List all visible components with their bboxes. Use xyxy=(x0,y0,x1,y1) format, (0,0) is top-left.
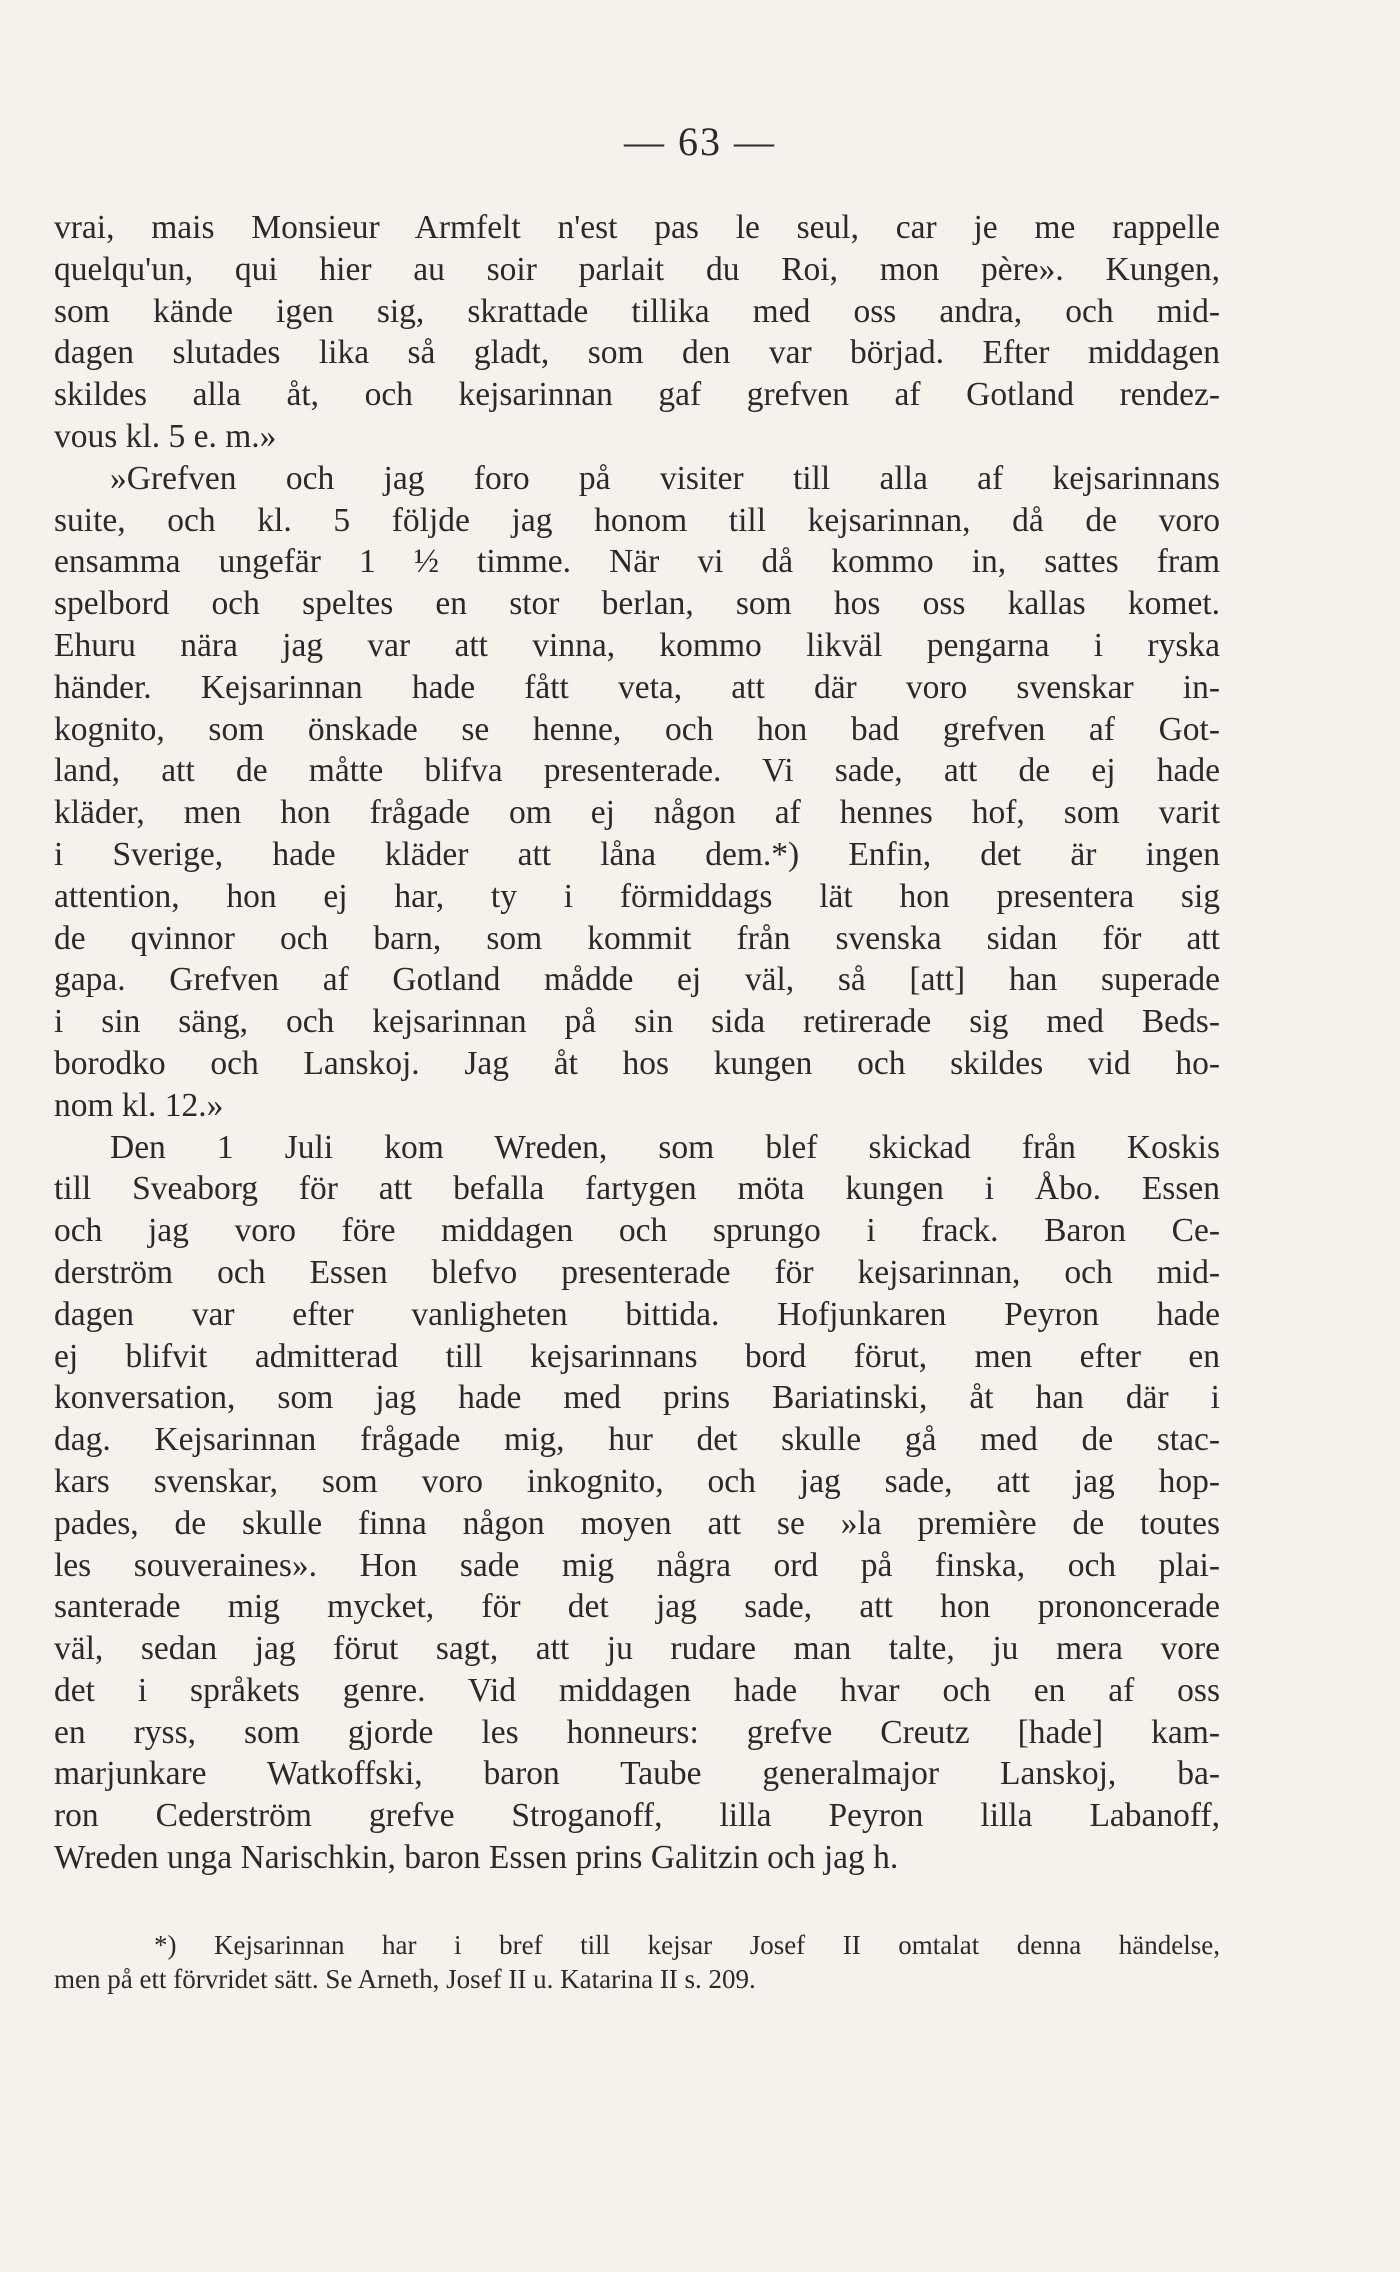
text-line: attention, hon ej har, ty i förmiddags lät hon presentera sig xyxy=(54,877,1220,915)
text-line: ron Cederström grefve Stroganoff, lilla Peyron lilla Labanoff, xyxy=(54,1797,1220,1835)
text-line: väl, sedan jag förut sagt, att ju rudare man talte, ju mera vore xyxy=(54,1630,1220,1668)
text-line: gapa. Grefven af Gotland mådde ej väl, så [att] han superade xyxy=(54,961,1220,999)
text-line: Wreden unga Narischkin, baron Essen prins Galitzin och jag h. xyxy=(54,1839,899,1877)
text-line: santerade mig mycket, för det jag sade, att hon prononcerade xyxy=(54,1588,1220,1626)
text-line: en ryss, som gjorde les honneurs: grefve Creutz [hade] kam- xyxy=(54,1713,1220,1751)
footnotes xyxy=(54,1928,1220,1996)
text-line: vous kl. 5 e. m.» xyxy=(54,417,277,455)
text-line: dag. Kejsarinnan frågade mig, hur det skulle gå med de stac- xyxy=(54,1421,1220,1459)
text-line: derström och Essen blefvo presenterade för kejsarinnan, och mid- xyxy=(54,1253,1220,1291)
text-line: les souveraines». Hon sade mig några ord på finska, och plai- xyxy=(54,1546,1220,1584)
text-line: Ehuru nära jag var att vinna, kommo likväl pengarna i ryska xyxy=(54,626,1220,664)
text-line: kognito, som önskade se henne, och hon bad grefven af Got- xyxy=(54,710,1220,748)
page-number: — 63 — xyxy=(624,119,776,164)
text-line: kars svenskar, som voro inkognito, och jag sade, att jag hop- xyxy=(54,1462,1220,1500)
text-line: skildes alla åt, och kejsarinnan gaf grefven af Gotland rendez- xyxy=(54,376,1220,414)
text-line: i sin säng, och kejsarinnan på sin sida retirerade sig med Beds- xyxy=(54,1003,1220,1041)
text-line: marjunkare Watkoffski, baron Taube generalmajor Lanskoj, ba- xyxy=(54,1755,1220,1793)
body-text xyxy=(54,207,1220,1879)
text-line: nom kl. 12.» xyxy=(54,1086,224,1124)
text-line: till Sveaborg för att befalla fartygen möta kungen i Åbo. Essen xyxy=(54,1170,1220,1208)
text-line: vrai, mais Monsieur Armfelt n'est pas le seul, car je me rappelle xyxy=(54,209,1220,246)
text-line: suite, och kl. 5 följde jag honom till kejsarinnan, då de voro xyxy=(54,501,1220,539)
text-line: pades, de skulle finna någon moyen att se »la première de toutes xyxy=(54,1504,1220,1542)
text-line: det i språkets genre. Vid middagen hade hvar och en af oss xyxy=(54,1671,1220,1709)
text-line: »Grefven och jag foro på visiter till alla af kejsarinnans xyxy=(110,459,1220,497)
text-line: och jag voro före middagen och sprungo i frack. Baron Ce- xyxy=(54,1212,1220,1250)
text-line: som kände igen sig, skrattade tillika med oss andra, och mid- xyxy=(54,292,1220,330)
text-line: land, att de måtte blifva presenterade. Vi sade, att de ej hade xyxy=(54,752,1220,790)
text-line: dagen slutades lika så gladt, som den var börjad. Efter middagen xyxy=(54,334,1220,372)
text-line: kläder, men hon frågade om ej någon af hennes hof, som varit xyxy=(54,794,1220,832)
text-line: spelbord och speltes en stor berlan, som hos oss kallas komet. xyxy=(54,585,1220,623)
text-line: händer. Kejsarinnan hade fått veta, att där voro svenskar in- xyxy=(54,668,1220,706)
text-line: borodko och Lanskoj. Jag åt hos kungen och skildes vid ho- xyxy=(54,1044,1220,1082)
text-line: dagen var efter vanligheten bittida. Hofjunkaren Peyron hade xyxy=(54,1295,1220,1333)
text-line: Den 1 Juli kom Wreden, som blef skickad från Koskis xyxy=(110,1128,1220,1166)
text-line: konversation, som jag hade med prins Bariatinski, åt han där i xyxy=(54,1379,1220,1417)
footnote-line: *) Kejsarinnan har i bref till kejsar Josef II omtalat denna händelse, xyxy=(154,1930,1220,1960)
text-line: de qvinnor och barn, som kommit från svenska sidan för att xyxy=(54,919,1220,957)
text-line: ej blifvit admitterad till kejsarinnans bord förut, men efter en xyxy=(54,1337,1220,1375)
text-line: ensamma ungefär 1 ½ timme. När vi då kommo in, sattes fram xyxy=(54,543,1220,581)
footnote-line: men på ett förvridet sätt. Se Arneth, Josef II u. Katarina II s. 209. xyxy=(54,1964,756,1994)
text-line: quelqu'un, qui hier au soir parlait du Roi, mon père». Kungen, xyxy=(54,250,1220,288)
text-line: i Sverige, hade kläder att låna dem.*) Enfin, det är ingen xyxy=(54,835,1220,873)
